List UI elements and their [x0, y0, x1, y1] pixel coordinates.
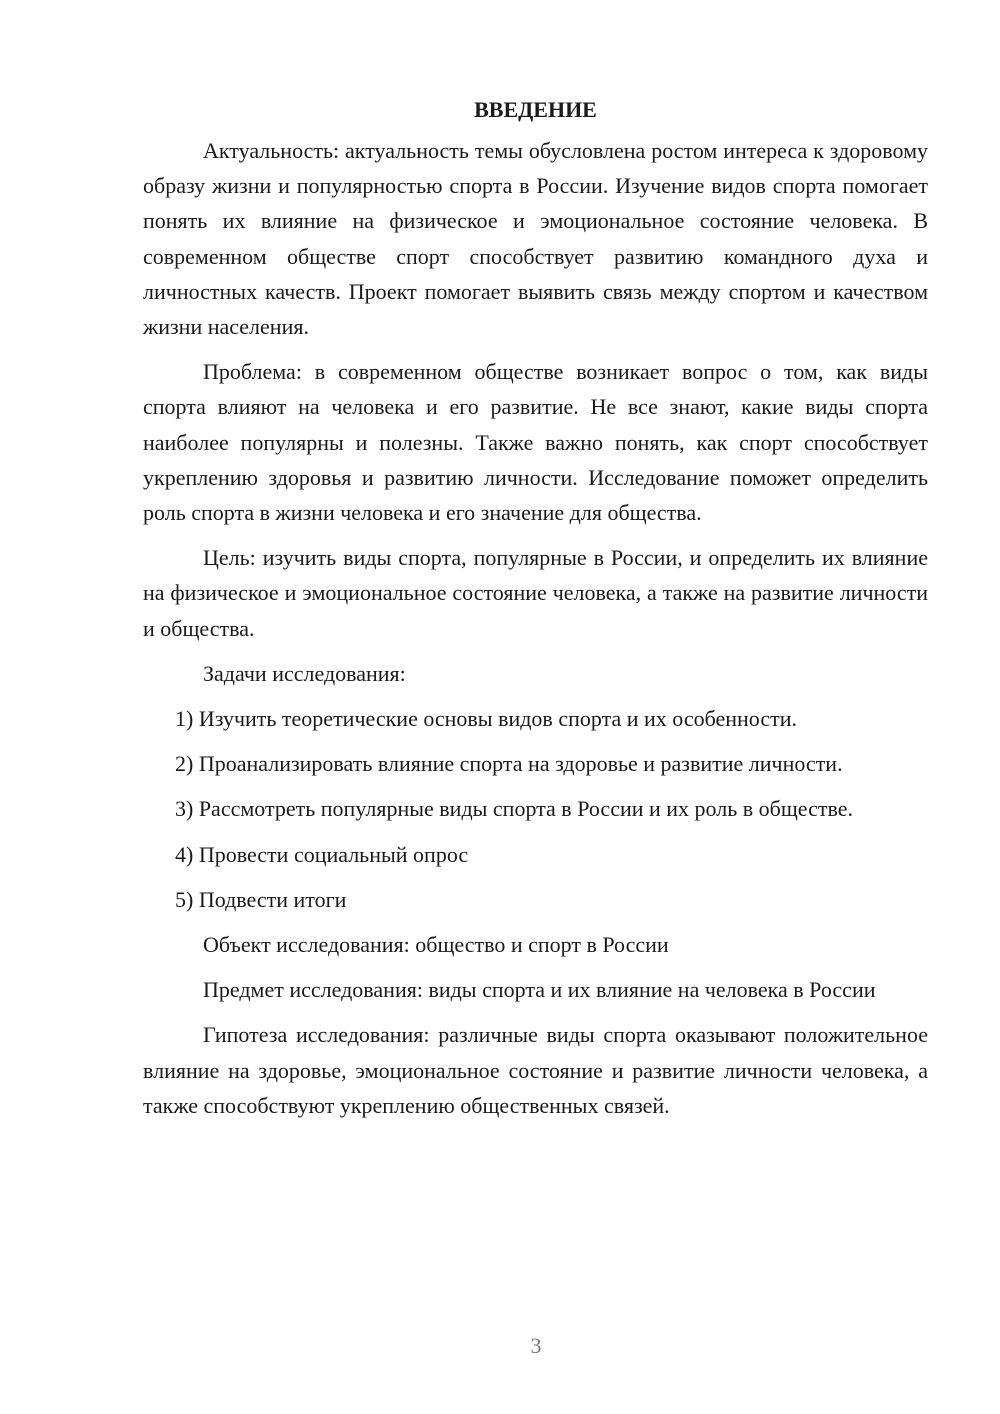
research-subject-paragraph: Предмет исследования: виды спорта и их влияние на человека в России	[203, 977, 876, 1003]
tasks-heading: Задачи исследования:	[203, 660, 406, 686]
task-item-1: 1) Изучить теоретические основы видов спорта и их особенности.	[175, 706, 797, 732]
hypothesis-paragraph: Гипотеза исследования: различные виды спорта оказывают положительное влияние на здоровье, эмоциональное состояние и развитие личности человека, а также способствуют укреплению общественных связей.	[143, 1022, 928, 1118]
research-object-paragraph: Объект исследования: общество и спорт в России	[203, 932, 669, 958]
relevance-paragraph: Актуальность: актуальность темы обусловлена ростом интереса к здоровому образу жизни и популярностью спорта в России. Изучение видов спорта помогает понять их влияние на физическое и эмоциональное состояние человека. В современном обществе спорт способствует развитию командного духа и личностных качеств. Проект помогает выявить связь между спортом и качеством жизни населения.	[143, 138, 928, 340]
section-title: ВВЕДЕНИЕ	[474, 97, 597, 122]
task-item-2: 2) Проанализировать влияние спорта на здоровье и развитие личности.	[175, 751, 843, 777]
goal-paragraph: Цель: изучить виды спорта, популярные в России, и определить их влияние на физическое и эмоциональное состояние человека, а также на развитие личности и общества.	[143, 545, 928, 641]
task-item-4: 4) Провести социальный опрос	[175, 841, 469, 867]
task-item-5: 5) Подвести итоги	[175, 886, 347, 912]
problem-paragraph: Проблема: в современном обществе возникает вопрос о том, как виды спорта влияют на человека и его развитие. Не все знают, какие виды спорта наиболее популярны и полезны. Также важно понять, как спорт способствует укреплению здоровья и развитию личности. Исследование поможет определить роль спорта в жизни человека и его значение для общества.	[143, 359, 928, 526]
document-page	[143, 92, 928, 1133]
page-number: 3	[530, 1333, 542, 1358]
task-item-3: 3) Рассмотреть популярные виды спорта в России и их роль в обществе.	[175, 796, 854, 822]
